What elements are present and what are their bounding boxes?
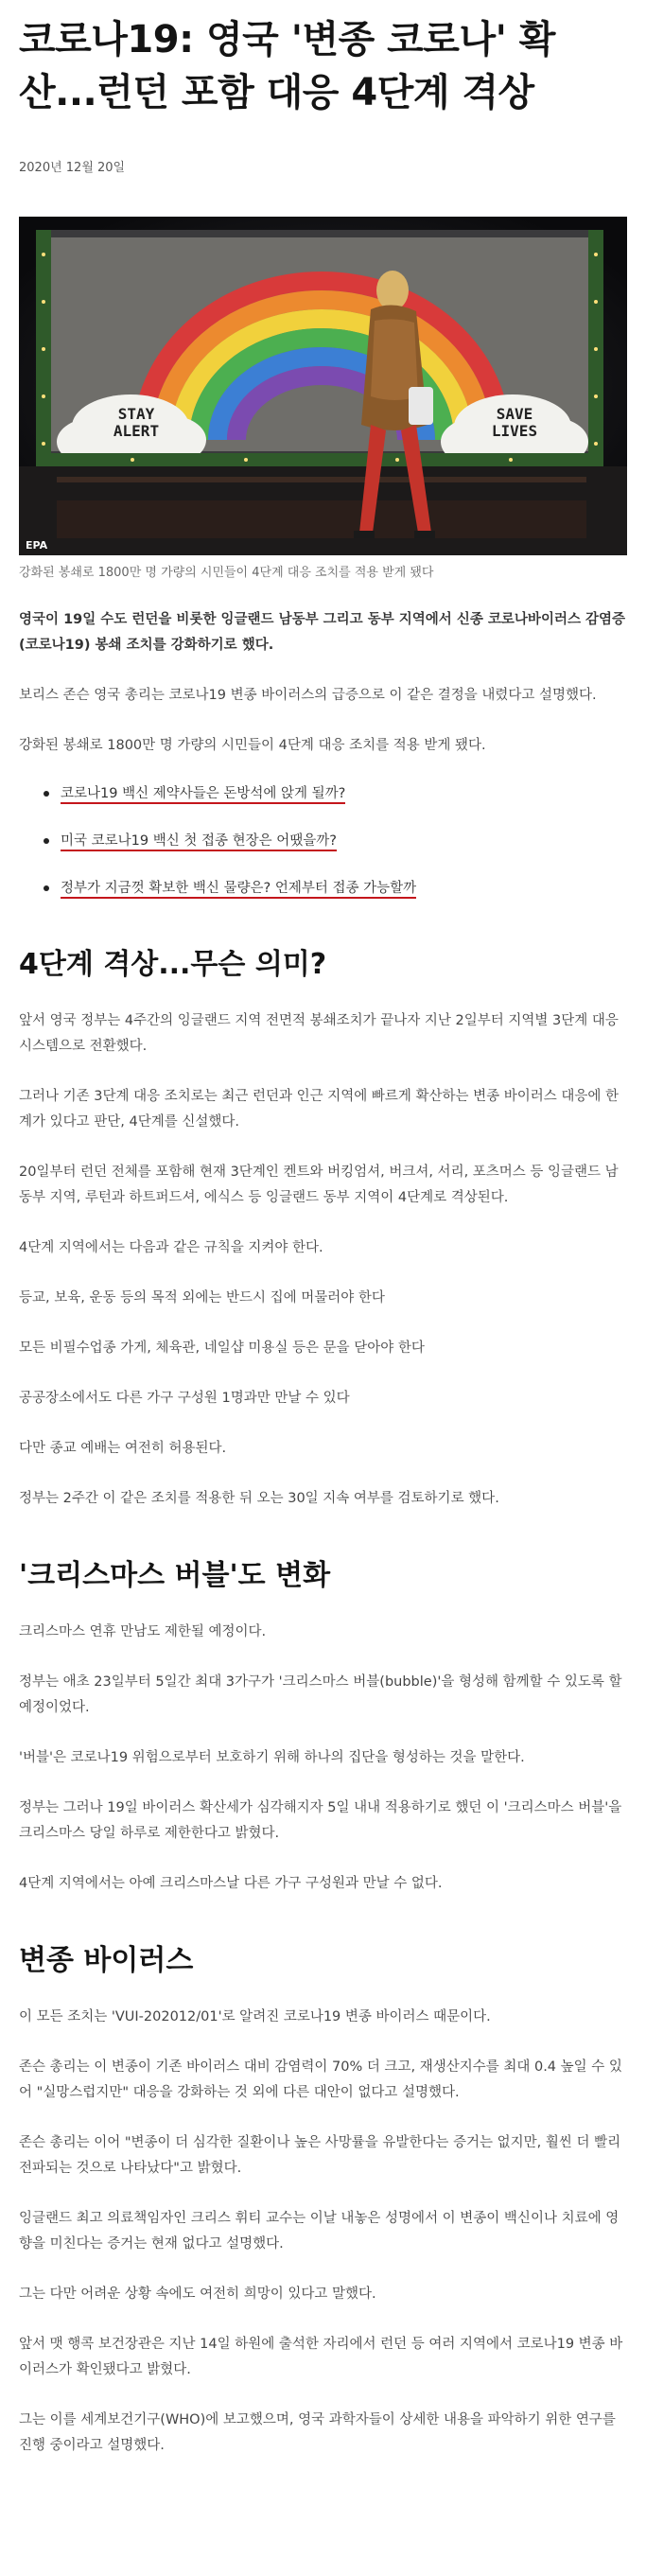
- body-paragraph: 정부는 애초 23일부터 5일간 최대 3가구가 '크리스마스 버블(bubble)'을 형성해 함께할 수 있도록 할 예정이었다.: [19, 1674, 622, 1715]
- image-credit: EPA: [26, 539, 48, 552]
- section-heading: 변종 바이러스: [19, 1944, 194, 1977]
- rainbow-mural-image: [19, 217, 627, 555]
- body-paragraph: 그는 다만 어려운 상황 속에도 여전히 희망이 있다고 말했다.: [19, 2287, 376, 2302]
- publish-date: 2020년 12월 20일: [19, 161, 126, 175]
- image-caption: 강화된 봉쇄로 1800만 명 가량의 시민들이 4단계 대응 조치를 적용 받게 됐다: [19, 566, 434, 580]
- body-paragraph: 그는 이를 세계보건기구(WHO)에 보고했으며, 영국 과학자들이 상세한 내용을 파악하기 위한 연구를 진행 중이라고 설명했다.: [19, 2412, 616, 2453]
- section-variant-virus: [19, 1942, 627, 2459]
- related-links-list: [44, 781, 627, 901]
- body-paragraph: '버블'은 코로나19 위험으로부터 보호하기 위해 하나의 집단을 형성하는 것을 말한다.: [19, 1750, 525, 1765]
- body-paragraph: 4단계 지역에서는 다음과 같은 규칙을 지켜야 한다.: [19, 1240, 323, 1255]
- body-paragraph: 존슨 총리는 이 변종이 기존 바이러스 대비 감염력이 70% 더 크고, 재생산지수를 최대 0.4 높일 수 있어 "실망스럽지만" 대응을 강화하는 것 외에 다른 대안이 없다고 설명했다.: [19, 2059, 622, 2100]
- body-paragraph: 존슨 총리는 이어 "변종이 더 심각한 질환이나 높은 사망률을 유발한다는 증거는 없지만, 훨씬 더 빨리 전파되는 것으로 나타났다"고 밝혔다.: [19, 2135, 621, 2176]
- related-link[interactable]: 정부가 지금껏 확보한 백신 물량은? 언제부터 접종 가능할까: [61, 881, 416, 899]
- sign-save-lives: SAVE LIVES: [491, 405, 538, 440]
- section-heading: '크리스마스 버블'도 변화: [19, 1559, 331, 1592]
- body-paragraph: 크리스마스 연휴 만남도 제한될 예정이다.: [19, 1624, 267, 1639]
- related-link-item: [44, 876, 627, 901]
- section-heading: 4단계 격상...무슨 의미?: [19, 948, 327, 981]
- related-link-item: [44, 781, 627, 806]
- body-paragraph: 잉글랜드 최고 의료책임자인 크리스 휘티 교수는 이날 내놓은 성명에서 이 변종이 백신이나 치료에 영향을 미친다는 증거는 현재 없다고 설명했다.: [19, 2211, 620, 2252]
- body-paragraph: 정부는 2주간 이 같은 조치를 적용한 뒤 오는 30일 지속 여부를 검토하기로 했다.: [19, 1491, 499, 1506]
- body-paragraph: 등교, 보육, 운동 등의 목적 외에는 반드시 집에 머물러야 한다: [19, 1290, 385, 1306]
- related-link[interactable]: 코로나19 백신 제약사들은 돈방석에 앉게 될까?: [61, 786, 345, 804]
- body-paragraph: 앞서 영국 정부는 4주간의 잉글랜드 지역 전면적 봉쇄조치가 끝나자 지난 2일부터 지역별 3단계 대응 시스템으로 전환했다.: [19, 1013, 619, 1054]
- body-paragraph: 모든 비필수업종 가게, 체육관, 네일샵 미용실 등은 문을 닫아야 한다: [19, 1341, 425, 1356]
- body-paragraph: 이 모든 조치는 'VUI-202012/01'로 알려진 코로나19 변종 바이러스 때문이다.: [19, 2009, 491, 2024]
- related-link[interactable]: 미국 코로나19 백신 첫 접종 현장은 어땠을까?: [61, 833, 337, 851]
- lead-paragraph: 영국이 19일 수도 런던을 비롯한 잉글랜드 남동부 그리고 동부 지역에서 신종 코로나바이러스 감염증(코로나19) 봉쇄 조치를 강화하기로 했다.: [19, 612, 626, 653]
- related-link-item: [44, 829, 627, 853]
- intro-paragraph: 보리스 존슨 영국 총리는 코로나19 변종 바이러스의 급증으로 이 같은 결정을 내렸다고 설명했다.: [19, 688, 597, 703]
- hero-figure: [19, 217, 627, 583]
- body-paragraph: 그러나 기존 3단계 대응 조치로는 최근 런던과 인근 지역에 빠르게 확산하는 변종 바이러스 대응에 한계가 있다고 판단, 4단계를 신설했다.: [19, 1089, 620, 1130]
- body-paragraph: 20일부터 런던 전체를 포함해 현재 3단계인 켄트와 버킹엄셔, 버크셔, 서리, 포츠머스 등 잉글랜드 남동부 지역, 루턴과 하트퍼드셔, 에식스 등 잉글랜드 동부 지역이 4단계로 격상된다.: [19, 1165, 619, 1205]
- headline: 코로나19: 영국 '변종 코로나' 확산...런던 포함 대응 4단계 격상: [19, 18, 555, 114]
- body-paragraph: 4단계 지역에서는 아예 크리스마스날 다른 가구 구성원과 만날 수 없다.: [19, 1876, 443, 1891]
- body-paragraph: 앞서 맷 행콕 보건장관은 지난 14일 하원에 출석한 자리에서 런던 등 여러 지역에서 코로나19 변종 바이러스가 확인됐다고 밝혔다.: [19, 2337, 623, 2377]
- body-paragraph: 정부는 그러나 19일 바이러스 확산세가 심각해지자 5일 내내 적용하기로 했던 이 '크리스마스 버블'을 크리스마스 당일 하루로 제한한다고 밝혔다.: [19, 1800, 622, 1841]
- section-level4: [19, 946, 627, 1512]
- body-paragraph: 공공장소에서도 다른 가구 구성원 1명과만 만날 수 있다: [19, 1391, 350, 1406]
- hero-photo: [19, 217, 627, 555]
- intro-paragraph: 강화된 봉쇄로 1800만 명 가량의 시민들이 4단계 대응 조치를 적용 받게 됐다.: [19, 738, 486, 753]
- section-christmas-bubble: [19, 1557, 627, 1897]
- sign-stay-alert: STAY ALERT: [113, 405, 160, 440]
- body-paragraph: 다만 종교 예배는 여전히 허용된다.: [19, 1441, 227, 1456]
